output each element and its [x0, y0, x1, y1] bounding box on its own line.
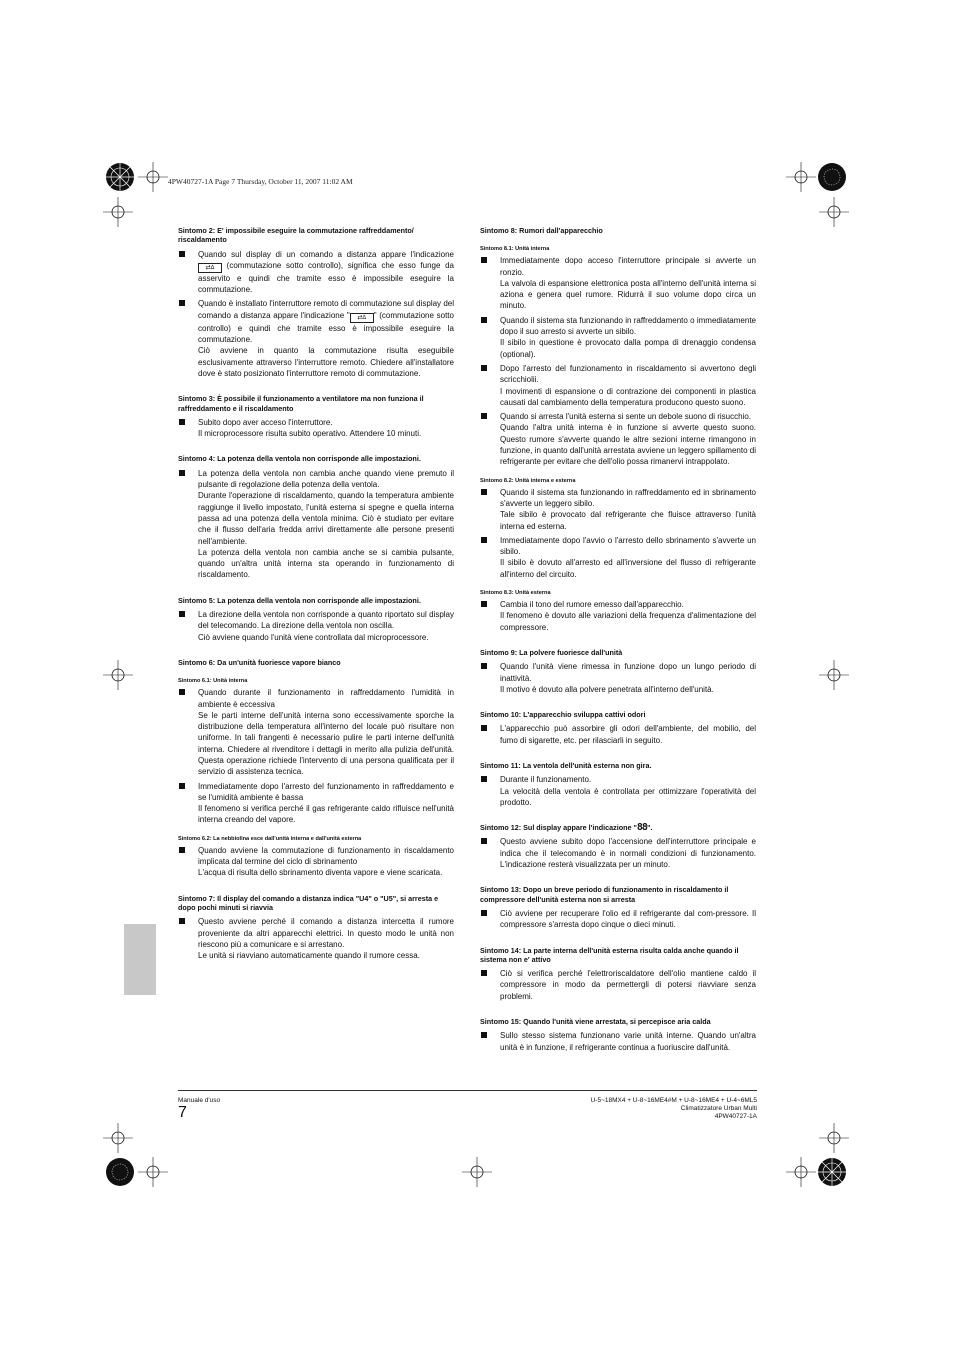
crosshair-mark-icon [462, 1157, 492, 1187]
cooling-heating-changeover-icon: ⇄∆ [198, 263, 222, 273]
color-registration-mark-icon [810, 155, 854, 199]
crosshair-mark-icon [103, 1123, 133, 1153]
section-heading: Sintomo 15: Quando l'unità viene arrestata, si percepisce aria calda [480, 1017, 711, 1027]
section-heading: Sintomo 2: E' impossibile eseguire la commutazione raffreddamento/ riscaldamento [178, 226, 414, 245]
list-item: Quando è installato l'interruttore remoto di commutazione sul display del comando a distanza appare l'indicazione " ⇄∆ " (commutazione sotto controllo) e quindi che tramite esso è impossibile eseguire la commutazione. Ciò avviene in quanto la commutazione risulta eseguibile esclusivamente attraverso l'interruttore remoto. Chiedere all'installatore dove è stato posizionato l'interruttore remoto di commutazione. [178, 298, 454, 379]
list-item: La direzione della ventola non corrisponde a quanto riportato sul display del telecomando. La direzione della ventola non oscilla. Ciò avviene quando l'unità viene controllata dal microprocessore. [178, 609, 454, 643]
list-item: Quando si arresta l'unità esterna si sente un debole suono di risucchio. Quando l'altra unità interna è in funzione si avverte questo suono. Questo rumore s'avverte quando le altre sezioni interne rimangono in funzione, in quanto dall'unità arrestata avviene un leggero spillamento di refrigerante per evitare che dell'olio possa rimanervi intrappolato. [480, 411, 756, 467]
left-column [178, 226, 454, 964]
section-heading: Sintomo 6: Da un'unità fuoriesce vapore bianco [178, 657, 341, 667]
cooling-heating-changeover-icon: ⇄∆ [350, 313, 374, 323]
list-item: La potenza della ventola non cambia anche quando viene premuto il pulsante di regolazione della potenza della ventola. Durante l'operazione di riscaldamento, quando la temperatura ambiente raggiunge il livello impostato, l'unità esterna si spegne e quella interna passa ad una potenza della ventola minima. Ciò è studiato per evitare che il flusso dell'aria fredda arrivi direttamente alle persone presenti nell'ambiente. La potenza della ventola non cambia anche se si cambia pulsante, quando un'altra unità interna sta operando in funzionamento di riscaldamento. [178, 468, 454, 581]
list-item: Sullo stesso sistema funzionano varie unità interne. Quando un'altra unità è in funzione, il refrigerante continua a fuoriuscire dall'unità. [480, 1030, 756, 1053]
list-item: Questo avviene perché il comando a distanza intercetta il rumore proveniente da altri apparecchi elettrici. In questo modo le unità non riescono più a comunicare e si arrestano. Le unità si riavviano automaticamente quando il rumore cessa. [178, 916, 454, 961]
color-registration-mark-icon [810, 1150, 854, 1194]
list-item: Dopo l'arresto del funzionamento in riscaldamento si avvertono degli scricchiolii. I movimenti di espansione o di contrazione dei componenti in plastica causati dal cambiamento della temperatura producono questo suono. [480, 363, 756, 408]
list-item: L'apparecchio può assorbire gli odori dell'ambiente, del mobilio, del fumo di sigarette, etc. per rilasciarli in seguito. [480, 723, 756, 746]
list-item: Immediatamente dopo l'arresto del funzionamento in raffreddamento e se l'umidità ambiente è bassa Il fenomeno si verifica perché il gas refrigerante caldo rifluisce nell'unità interna creando del vapore. [178, 781, 454, 826]
crosshair-mark-icon [138, 1157, 168, 1187]
list-item: Quando l'unità viene rimessa in funzione dopo un lungo periodo di inattività. Il motivo è dovuto alla polvere penetrata all'interno dell'unità. [480, 661, 756, 695]
crosshair-mark-icon [786, 162, 816, 192]
page-number: 7 [178, 1104, 187, 1121]
section-heading: Sintomo 3: È possibile il funzionamento a ventilatore ma non funziona il raffreddamento e il riscaldamento [178, 394, 424, 413]
footer-manual-label: Manuale d'uso [178, 1097, 221, 1104]
list-item: Ciò si verifica perché l'elettroriscaldatore dell'olio mantiene caldo il compressore in modo da permettergli di potersi riavviare senza problemi. [480, 968, 756, 1002]
list-item: Quando sul display di un comando a distanza appare l'indicazione ⇄∆ (commutazione sotto controllo), significa che esso funge da asservito e quindi che tramite esso è impossibile eseguire la commutazione. [178, 249, 454, 296]
crosshair-mark-icon [103, 197, 133, 227]
crosshair-mark-icon [819, 197, 849, 227]
footer-rule [178, 1090, 757, 1091]
right-column [480, 226, 756, 1056]
list-item: Quando avviene la commutazione di funzionamento in riscaldamento implicata dal termine del ciclo di sbrinamento L'acqua di risulta dello sbrinamento diventa vapore e viene scaricata. [178, 845, 454, 879]
list-item: Quando il sistema sta funzionando in raffreddamento ed in sbrinamento s'avverte un leggero sibilo. Tale sibilo è provocato dal refrigerante che fluisce attraverso l'unità interna ed esterna. [480, 487, 756, 532]
subsection-heading: Sintomo 8.2: Unità interna e esterna [480, 477, 576, 484]
list-item: Ciò avviene per recuperare l'olio ed il refrigerante dal com-pressore. Il compressore s'arresta dopo cinque o dieci minuti. [480, 908, 756, 931]
section-heading: Sintomo 9: La polvere fuoriesce dall'unità [480, 647, 623, 657]
section-heading: Sintomo 4: La potenza della ventola non corrisponde alle impostazioni. [178, 454, 421, 464]
crosshair-mark-icon [786, 1157, 816, 1187]
color-registration-mark-icon [98, 155, 142, 199]
list-item: Subito dopo aver acceso l'interruttore. Il microprocessore risulta subito operativo. Attendere 10 minuti. [178, 417, 454, 440]
footer-model-info: U-5~18MX4 + U-8~16ME4#M + U-8~16ME4 + U-4~6ML5 Climatizzatore Urban Multi 4PW40727-1A [590, 1097, 757, 1120]
subsection-heading: Sintomo 6.2: La nebbiolina esce dall'unità interna e dall'unità esterna [178, 835, 362, 842]
crosshair-mark-icon [819, 660, 849, 690]
section-heading: Sintomo 13: Dopo un breve periodo di funzionamento in riscaldamento il compressore dell'unità esterna non si arresta [480, 885, 729, 904]
crosshair-mark-icon [138, 162, 168, 192]
subsection-heading: Sintomo 8.1: Unità interna [480, 246, 550, 253]
segment-display-88: 88 [636, 822, 647, 834]
section-heading: Sintomo 5: La potenza della ventola non corrisponde alle impostazioni. [178, 595, 421, 605]
crosshair-mark-icon [103, 660, 133, 690]
list-item: Durante il funzionamento. La velocità della ventola è controllata per ottimizzare l'operatività del prodotto. [480, 774, 756, 808]
section-heading: Sintomo 7: Il display del comando a distanza indica "U4" o "U5", si arresta e dopo pochi minuti si riavvia [178, 893, 439, 912]
list-item: Immediatamente dopo acceso l'interruttore principale si avverte un ronzio. La valvola di espansione elettronica posta all'interno dell'unità interna si aziona e genera quel rumore. Ridurrà il suo volume dopo circa un minuto. [480, 255, 756, 311]
list-item: Questo avviene subito dopo l'accensione dell'interruttore principale e indica che il telecomando è in normali condizioni di funzionamento. L'indicazione resterà visualizzata per un minuto. [480, 836, 756, 870]
section-heading: Sintomo 8: Rumori dall'apparecchio [480, 226, 603, 235]
list-item: Immediatamente dopo l'avvio o l'arresto dello sbrinamento s'avverte un sibilo. Il sibilo è dovuto all'arresto ed all'inversione del flusso di refrigerante all'interno del circuito. [480, 535, 756, 580]
subsection-heading: Sintomo 8.3: Unità esterna [480, 590, 551, 597]
section-heading: Sintomo 12: Sul display appare l'indicazione "88". [480, 822, 653, 834]
crosshair-mark-icon [819, 1123, 849, 1153]
print-slug: 4PW40727-1A Page 7 Thursday, October 11, 2007 11:02 AM [168, 177, 353, 186]
list-item: Quando durante il funzionamento in raffreddamento l'umidità in ambiente è eccessiva Se le parti interne dell'unità interna sono eccessivamente sporche la distribuzione della temperatura all'interno del locale può risultare non uniforme. In tali frangenti è necessario pulire le parti interne dell'unità interna. Chiedere al rivenditore i dettagli in merito alla pulizia dell'unità. Questa operazione richiede l'intervento di una persona qualificata per il servizio di assistenza tecnica. [178, 687, 454, 777]
section-heading: Sintomo 10: L'apparecchio sviluppa cattivi odori [480, 710, 646, 720]
section-heading: Sintomo 14: La parte interna dell'unità esterna risulta calda anche quando il sistema non e' attivo [480, 945, 739, 964]
list-item: Cambia il tono del rumore emesso dall'apparecchio. Il fenomeno è dovuto alle variazioni della frequenza d'alimentazione del compressore. [480, 599, 756, 633]
subsection-heading: Sintomo 6.1: Unità interna [178, 678, 248, 685]
list-item: Quando il sistema sta funzionando in raffreddamento o immediatamente dopo il suo arresto si avverte un sibilo. Il sibilo in questione è provocato dalla pompa di drenaggio condensa (optional). [480, 315, 756, 360]
section-thumb-tab [124, 924, 156, 995]
section-heading: Sintomo 11: La ventola dell'unità esterna non gira. [480, 760, 652, 770]
color-registration-mark-icon [98, 1150, 142, 1194]
